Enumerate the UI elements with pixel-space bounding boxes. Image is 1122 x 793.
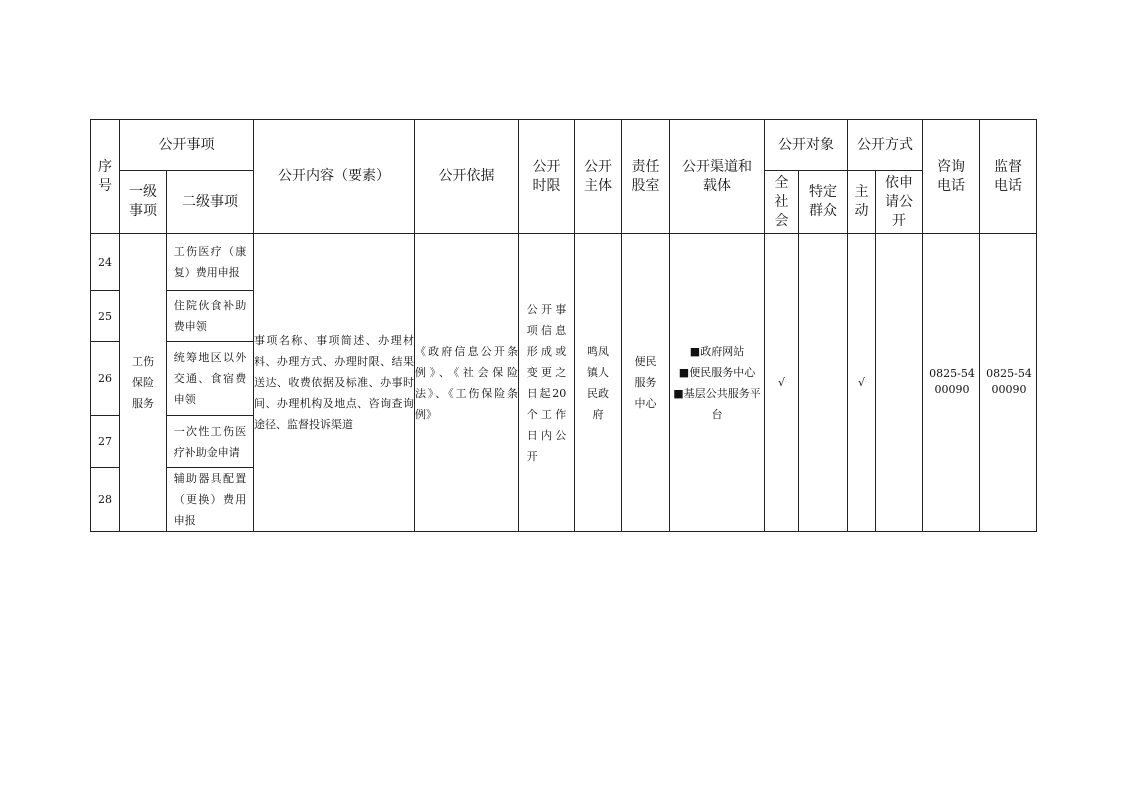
header-audience-all: 全社会 — [765, 171, 799, 234]
level1-item: 工伤保险服务 — [120, 234, 167, 532]
consult-phone: 0825-5400090 — [923, 234, 980, 532]
row-seq: 27 — [91, 416, 120, 468]
header-content: 公开内容（要素） — [254, 120, 415, 234]
level2-item: 工伤医疗（康复）费用申报 — [167, 234, 254, 291]
header-item-group: 公开事项 — [120, 120, 254, 171]
header-level1: 一级事项 — [120, 171, 167, 234]
header-dept: 责任股室 — [622, 120, 670, 234]
header-level2: 二级事项 — [167, 171, 254, 234]
mode-active-check: √ — [848, 234, 876, 532]
header-consult-phone: 咨询电话 — [923, 120, 980, 234]
level2-item: 住院伙食补助费申领 — [167, 291, 254, 342]
responsible-dept: 便民服务中心 — [622, 234, 670, 532]
supervise-phone: 0825-5400090 — [980, 234, 1037, 532]
time-limit: 公开事项信息形成或变更之日起20个工作日内公开 — [519, 234, 575, 532]
channel-item: ■基层公共服务平台 — [673, 386, 761, 421]
header-subject: 公开主体 — [575, 120, 622, 234]
disclosure-basis: 《政府信息公开条例》、《社会保险法》、《工伤保险条例》 — [415, 234, 519, 532]
header-channel: 公开渠道和载体 — [670, 120, 765, 234]
disclosure-content: 事项名称、事项简述、办理材料、办理方式、办理时限、结果送达、收费依据及标准、办事时间、办理机构及地点、咨询查询途径、监督投诉渠道 — [254, 234, 415, 532]
header-audience-group: 公开对象 — [765, 120, 848, 171]
table-row — [91, 234, 1037, 291]
row-seq: 28 — [91, 468, 120, 532]
header-audience-specific: 特定群众 — [799, 171, 848, 234]
row-seq: 25 — [91, 291, 120, 342]
channel-item: ■政府网站 — [689, 344, 745, 358]
disclosure-subject: 鸣凤镇人民政府 — [575, 234, 622, 532]
row-seq: 26 — [91, 342, 120, 416]
channel-item: ■便民服务中心 — [678, 365, 756, 379]
audience-all-check: √ — [765, 234, 799, 532]
header-seq: 序号 — [91, 120, 120, 234]
disclosure-table — [90, 119, 1037, 532]
header-time-limit: 公开时限 — [519, 120, 575, 234]
header-mode-active: 主动 — [848, 171, 876, 234]
header-basis: 公开依据 — [415, 120, 519, 234]
channel-list — [670, 234, 765, 532]
row-seq: 24 — [91, 234, 120, 291]
mode-request-check — [876, 234, 923, 532]
level2-item: 一次性工伤医疗补助金申请 — [167, 416, 254, 468]
header-mode-group: 公开方式 — [848, 120, 923, 171]
header-supervise-phone: 监督电话 — [980, 120, 1037, 234]
header-mode-request: 依申请公开 — [876, 171, 923, 234]
level2-item: 统筹地区以外交通、食宿费申领 — [167, 342, 254, 416]
level2-item: 辅助器具配置（更换）费用申报 — [167, 468, 254, 532]
audience-specific-check — [799, 234, 848, 532]
